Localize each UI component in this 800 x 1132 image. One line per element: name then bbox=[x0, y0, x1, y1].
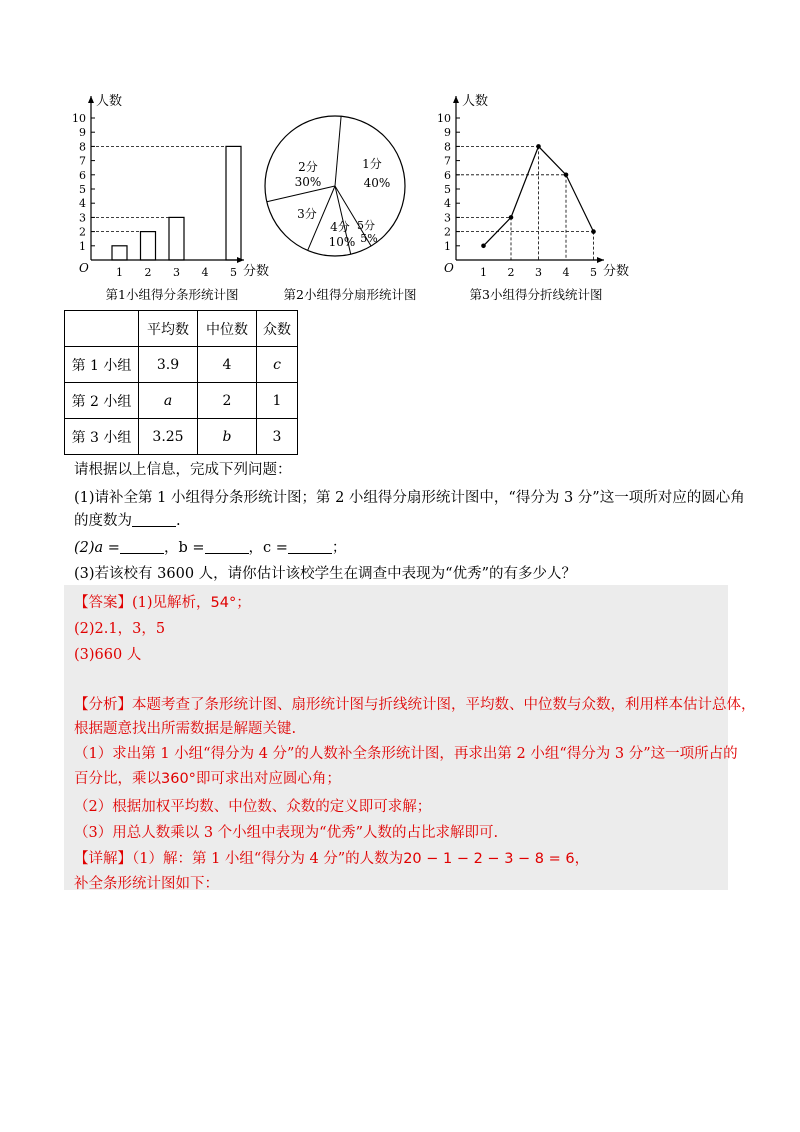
analysis-step-3: （3）用总人数乘以 3 个小组中表现为“优秀”人数的占比求解即可. bbox=[74, 825, 499, 841]
analysis-step-2: （2）根据加权平均数、中位数、众数的定义即可求解； bbox=[74, 799, 432, 815]
bar-chart-y-axis-arrow bbox=[88, 96, 94, 103]
question-1-line-2: 的度数为 . bbox=[74, 513, 181, 529]
line-chart-x-axis-arrow bbox=[597, 257, 604, 263]
pie-slice-boundary bbox=[335, 116, 341, 186]
table-cell: 2 bbox=[198, 383, 257, 419]
bar-chart-y-tick-label: 9 bbox=[79, 126, 86, 140]
bar-1 bbox=[112, 246, 127, 260]
question-1-line-1: (1)请补全第 1 小组得分条形统计图；第 2 小组得分扇形统计图中，“得分为 3 分”这一项所对应的圆心角 bbox=[74, 490, 745, 506]
line-chart-x-tick-label: 2 bbox=[507, 266, 515, 279]
group2-pie-chart bbox=[255, 98, 425, 303]
question-intro: 请根据以上信息，完成下列问题： bbox=[74, 462, 292, 478]
question-3: (3)若该校有 3600 人，请你估计该校学生在调查中表现为“优秀”的有多少人？ bbox=[74, 566, 576, 582]
line-chart-x-tick-label: 5 bbox=[590, 266, 597, 279]
answer-line-2: (2)2.1，3，5 bbox=[74, 621, 166, 637]
answer-line-1 bbox=[74, 591, 251, 612]
bar-2 bbox=[141, 232, 156, 260]
pie-chart-caption: 第2小组得分扇形统计图 bbox=[283, 287, 417, 302]
pie-pct-4: 10% bbox=[328, 235, 356, 249]
statistics-table bbox=[64, 310, 298, 455]
analysis-step-1b bbox=[74, 767, 341, 788]
analysis-step-1a: （1）求出第 1 小组“得分为 4 分”的人数补全条形统计图，再求出第 2 小组“得分为 3 分”这一项所占的 bbox=[74, 746, 738, 762]
line-point-5 bbox=[591, 229, 596, 234]
table-cell: 4 bbox=[198, 347, 257, 383]
bar-chart-y-tick-label: 1 bbox=[79, 239, 86, 253]
pie-label-1: 1分 bbox=[362, 157, 382, 171]
line-chart-y-tick-label: 2 bbox=[444, 225, 451, 239]
bar-chart-y-tick-label: 5 bbox=[79, 183, 86, 196]
bar-chart-x-tick-label: 1 bbox=[116, 266, 123, 279]
table-cell: 3.9 bbox=[139, 347, 198, 383]
step-1b-math: 360° bbox=[161, 771, 196, 787]
table-row bbox=[65, 347, 298, 383]
bar-chart-y-tick-label: 4 bbox=[79, 197, 86, 211]
detail-post: ， bbox=[574, 851, 590, 867]
pie-label-3: 3分 bbox=[297, 207, 317, 221]
table-cell: 第 2 小组 bbox=[65, 383, 139, 419]
answer-line-3: (3)660 人 bbox=[74, 647, 142, 663]
question-2 bbox=[74, 536, 346, 557]
answer-blank[interactable] bbox=[132, 512, 176, 527]
bar-5 bbox=[226, 146, 241, 260]
bar-chart-y-tick-label: 3 bbox=[79, 211, 86, 225]
bar-chart-y-tick-label: 7 bbox=[79, 154, 86, 168]
table-header-mean: 平均数 bbox=[139, 311, 198, 347]
answer-1-end: ； bbox=[236, 595, 251, 611]
table-cell: c bbox=[257, 347, 298, 383]
pie-pct-2: 30% bbox=[294, 175, 322, 189]
bar-chart-y-tick-label: 8 bbox=[79, 140, 86, 154]
detail-line-2: 补全条形统计图如下： bbox=[74, 876, 219, 892]
detail-text: （1）解：第 1 小组“得分为 4 分”的人数为 bbox=[132, 851, 404, 867]
bar-chart-x-tick-label: 4 bbox=[201, 266, 209, 279]
question-2-b: ，b = bbox=[163, 540, 205, 556]
table-header-row bbox=[65, 311, 298, 347]
pie-pct-5: 5% bbox=[360, 232, 378, 245]
table-row bbox=[65, 383, 298, 419]
bar-chart-y-tick-label: 6 bbox=[79, 168, 86, 182]
answer-blank-a[interactable] bbox=[120, 539, 164, 554]
table-row bbox=[65, 419, 298, 455]
step-1b-pre: 百分比，乘以 bbox=[74, 771, 161, 787]
line-point-2 bbox=[509, 215, 514, 220]
table-cell: 第 3 小组 bbox=[65, 419, 139, 455]
answer-1-math: 54° bbox=[210, 595, 237, 611]
table-header-median: 中位数 bbox=[198, 311, 257, 347]
line-chart-y-axis-label: 人数 bbox=[462, 94, 489, 109]
line-chart-y-tick-label: 1 bbox=[444, 239, 451, 253]
line-chart-y-tick-label: 10 bbox=[437, 112, 451, 125]
question-2-end: ； bbox=[331, 540, 347, 556]
line-chart-y-tick-label: 6 bbox=[444, 168, 451, 182]
bar-chart-y-axis-label: 人数 bbox=[96, 94, 123, 109]
bar-chart-y-tick-label: 10 bbox=[72, 112, 86, 125]
line-point-3 bbox=[536, 144, 541, 149]
line-chart-caption: 第3小组得分折线统计图 bbox=[469, 287, 603, 302]
table-header-mode: 众数 bbox=[257, 311, 298, 347]
line-chart-y-tick-label: 9 bbox=[444, 126, 451, 140]
answer-label: 【答案】 bbox=[74, 595, 132, 611]
bar-chart-x-tick-label: 3 bbox=[173, 266, 180, 279]
answer-blank-b[interactable] bbox=[205, 539, 249, 554]
line-point-1 bbox=[481, 244, 486, 249]
answer-1-text: (1)见解析， bbox=[132, 595, 211, 611]
line-chart-y-tick-label: 7 bbox=[444, 154, 451, 168]
table-cell: 第 1 小组 bbox=[65, 347, 139, 383]
bar-chart-x-tick-label: 2 bbox=[144, 266, 152, 279]
line-chart-origin: O bbox=[444, 261, 454, 275]
question-2-c: ，c = bbox=[248, 540, 288, 556]
line-chart-y-tick-label: 3 bbox=[444, 211, 451, 225]
bar-3 bbox=[169, 217, 184, 260]
table-cell: 3 bbox=[257, 419, 298, 455]
bar-chart-origin: O bbox=[79, 261, 89, 275]
analysis-text: 本题考查了条形统计图、扇形统计图与折线统计图，平均数、中位数与众数，利用样本估计总体， bbox=[132, 697, 756, 713]
bar-chart-caption: 第1小组得分条形统计图 bbox=[105, 287, 239, 302]
table-cell: b bbox=[198, 419, 257, 455]
line-series bbox=[484, 146, 594, 245]
step-1b-post: 即可求出对应圆心角； bbox=[195, 771, 341, 787]
line-chart-y-axis-arrow bbox=[453, 96, 459, 103]
table-cell: 1 bbox=[257, 383, 298, 419]
line-point-4 bbox=[564, 173, 569, 178]
line-chart-y-tick-label: 4 bbox=[444, 197, 451, 211]
line-chart-y-tick-label: 5 bbox=[444, 183, 451, 196]
bar-chart-x-axis-label: 分数 bbox=[243, 264, 270, 279]
pie-label-4: 4分 bbox=[330, 220, 350, 234]
detail-line-1 bbox=[74, 847, 589, 868]
line-chart-x-tick-label: 3 bbox=[535, 266, 542, 279]
question-2-a: (2)a = bbox=[74, 540, 120, 556]
table-cell: a bbox=[139, 383, 198, 419]
bar-chart-x-tick-label: 5 bbox=[230, 266, 237, 279]
detail-label: 【详解】 bbox=[74, 851, 132, 867]
line-chart-x-axis-label: 分数 bbox=[603, 264, 630, 279]
analysis-line-2: 根据题意找出所需数据是解题关键. bbox=[74, 721, 297, 737]
pie-label-2: 2分 bbox=[298, 160, 318, 174]
question-1-text: 的度数为 bbox=[74, 513, 132, 529]
line-chart-y-tick-label: 8 bbox=[444, 140, 451, 154]
analysis-label: 【分析】 bbox=[74, 697, 132, 713]
group3-line-chart bbox=[432, 88, 632, 303]
table-header-cell bbox=[65, 311, 139, 347]
pie-label-5: 5分 bbox=[357, 219, 375, 232]
table-cell: 3.25 bbox=[139, 419, 198, 455]
answer-blank-c[interactable] bbox=[288, 539, 332, 554]
line-chart-x-tick-label: 1 bbox=[480, 266, 487, 279]
pie-pct-1: 40% bbox=[363, 176, 391, 190]
line-chart-x-tick-label: 4 bbox=[562, 266, 570, 279]
detail-math: 20 − 1 − 2 − 3 − 8 = 6 bbox=[403, 851, 575, 867]
group1-bar-chart bbox=[60, 88, 270, 303]
analysis-line-1 bbox=[74, 693, 756, 714]
bar-chart-y-tick-label: 2 bbox=[79, 225, 86, 239]
